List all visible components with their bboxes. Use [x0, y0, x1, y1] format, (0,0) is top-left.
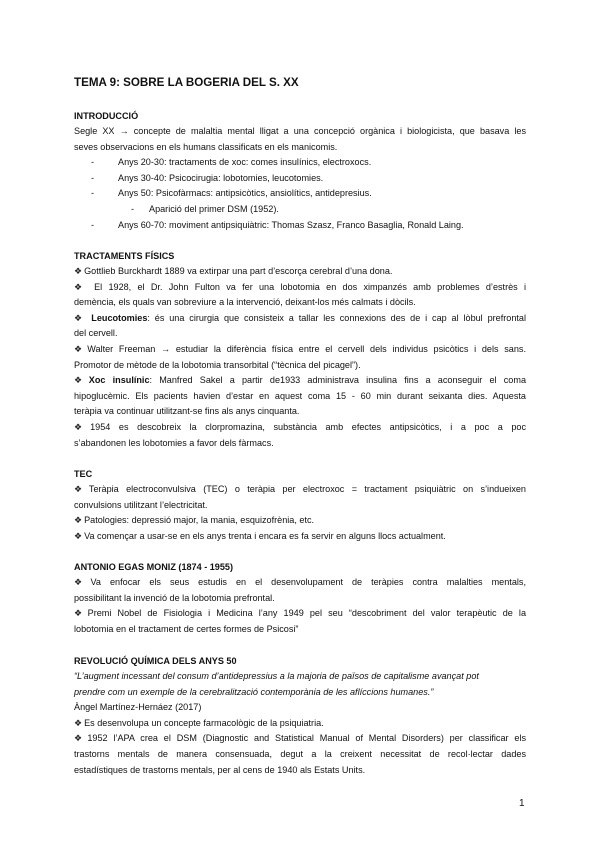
list-item: - Anys 50: Psicofàrmacs: antipsicòtics, ansiolítics, antidepresius. [74, 186, 526, 202]
paragraph-line: ❖ Teràpia electroconvulsiva (TEC) o teràpia per electroxoc = tractament psiquiàtric on s’indueixen [74, 484, 526, 494]
quote-line: prendre com un exemple de la cerebralització contemporània de les aflíccions humanes.” [74, 686, 434, 697]
intro-section [74, 124, 526, 233]
paragraph-line: ❖ Xoc insulínic: Manfred Sakel a partir de1933 administrava insulina fins a aconseguir el coma [74, 375, 526, 386]
page-number: 1 [519, 798, 525, 809]
moniz-section [74, 575, 526, 637]
paragraph-line: ❖ Leucotomies: és una cirurgia que consisteix a tallar les connexions des de i cap al lòbul prefrontal [74, 312, 526, 323]
paragraph-line: hipoglucèmic. Els pacients havien d’estar en aquest coma 15 - 60 min durant seixanta dies. Aquesta [74, 390, 526, 401]
paragraph-line: ❖ 1954 es descobreix la clorpromazina, substància amb efectes antipsicòtics, i a poc a poc [74, 421, 526, 432]
diamond-bullet-icon: ❖ [74, 484, 87, 494]
tec-heading: TEC [74, 469, 93, 479]
paragraph-line: ❖ El 1928, el Dr. John Fulton va fer una lobotomia en dos ximpanzés amb problemes d’estrès i [74, 281, 526, 292]
diamond-bullet-icon: ❖ [74, 312, 85, 323]
paragraph-line: possibilitant la invenció de la lobotomia prefrontal. [74, 592, 275, 603]
list-item: - Anys 30-40: Psicocirugia: lobotomies, leucotomies. [74, 171, 526, 187]
paragraph-line: del cervell. [74, 328, 118, 339]
paragraph-line: ❖ 1952 l’APA crea el DSM (Diagnostic and Statistical Manual of Mental Disorders) per classificar els [74, 733, 526, 744]
paragraph-line: s’abandonen les lobotomies a favor dels fàrmacs. [74, 437, 274, 448]
diamond-bullet-icon: ❖ [74, 375, 87, 386]
intro-para-line: seves observacions en els humans classificats en els manicomis. [74, 141, 338, 152]
paragraph-line: ❖ Premi Nobel de Fisiologia i Medicina l’any 1949 pel seu “descobriment del valor terapèutic de la [74, 608, 526, 619]
paragraph-line: ❖ Walter Freeman → estudiar la diferència física entre el cervell dels individus psicòtics i dels sans. [74, 343, 526, 354]
diamond-bullet-icon: ❖ [74, 281, 86, 292]
moniz-heading: ANTONIO EGAS MONIZ (1874 - 1955) [74, 562, 234, 572]
paragraph-line: convulsions utilitzant l’electricitat. [74, 499, 208, 510]
paragraph-line: ❖ Va enfocar els seus estudis en el desenvolupament de teràpies contra malalties mentals, [74, 577, 526, 587]
diamond-bullet-icon: ❖ [74, 266, 83, 276]
rev-heading: REVOLUCIÓ QUÍMICA DELS ANYS 50 [74, 656, 237, 666]
paragraph: ❖ Es desenvolupa un concepte farmacològic de la psiquiatria. [74, 717, 324, 728]
paragraph: ❖ Patologies: depressió major, la mania, esquizofrènia, etc. [74, 515, 315, 526]
intro-para-line: Segle XX → concepte de malaltia mental lligat a una concepció orgànica i biologicista, que basava les [74, 126, 526, 136]
diamond-bullet-icon: ❖ [74, 577, 89, 587]
paragraph: ❖ Gottlieb Burckhardt 1889 va extirpar una part d’escorça cerebral d’una dona. [74, 266, 393, 276]
page-title: TEMA 9: SOBRE LA BOGERIA DEL S. XX [74, 76, 299, 89]
list-item: - Anys 60-70: moviment antipsiquiàtric: Thomas Szasz, Franco Basaglia, Ronald Laing. [74, 218, 526, 234]
quote-author: Àngel Martínez-Hernáez (2017) [74, 702, 202, 713]
diamond-bullet-icon: ❖ [74, 515, 83, 526]
diamond-bullet-icon: ❖ [74, 343, 86, 354]
diamond-bullet-icon: ❖ [74, 530, 83, 541]
paragraph-line: Promotor de mètode de la lobotomia transorbital (“tècnica del picagel”). [74, 359, 361, 370]
sub-list-item: - Aparició del primer DSM (1952). [74, 202, 526, 218]
paragraph-line: trastorns mentals de manera consensuada, degut a la creixent necessitat de recol·lectar dades [74, 748, 526, 759]
diamond-bullet-icon: ❖ [74, 717, 83, 728]
bold-term: Leucotomies [91, 312, 148, 323]
diamond-bullet-icon: ❖ [74, 608, 86, 619]
tec-section [74, 482, 526, 544]
paragraph-line: lobotomia en el tractament de certes formes de Psicosi” [74, 623, 299, 634]
tract-heading: TRACTAMENTS FÍSICS [74, 251, 175, 261]
intro-heading: INTRODUCCIÓ [74, 111, 139, 121]
bold-term: Xoc insulínic [88, 375, 150, 386]
tract-section [74, 264, 526, 451]
quote-line: “L’augment incessant del consum d’antidepressius a la majoria de països de capitalisme avançat pot [74, 671, 479, 681]
rev-section [74, 669, 526, 778]
paragraph-line: estadístiques de trastorns mentals, per al cens de 1940 als Estats Units. [74, 764, 366, 775]
paragraph-line: teràpia va continuar utilitzant-se fins als anys cinquanta. [74, 406, 300, 417]
paragraph: ❖ Va començar a usar-se en els anys trenta i encara es fa servir en alguns llocs actualment. [74, 530, 446, 541]
paragraph-line: demència, els quals van sobreviure a la intervenció, deixant-los més calmats i dòcils. [74, 297, 416, 308]
diamond-bullet-icon: ❖ [74, 733, 86, 744]
diamond-bullet-icon: ❖ [74, 421, 89, 432]
list-item: - Anys 20-30: tractaments de xoc: comes insulínics, electroxocs. [74, 155, 526, 171]
